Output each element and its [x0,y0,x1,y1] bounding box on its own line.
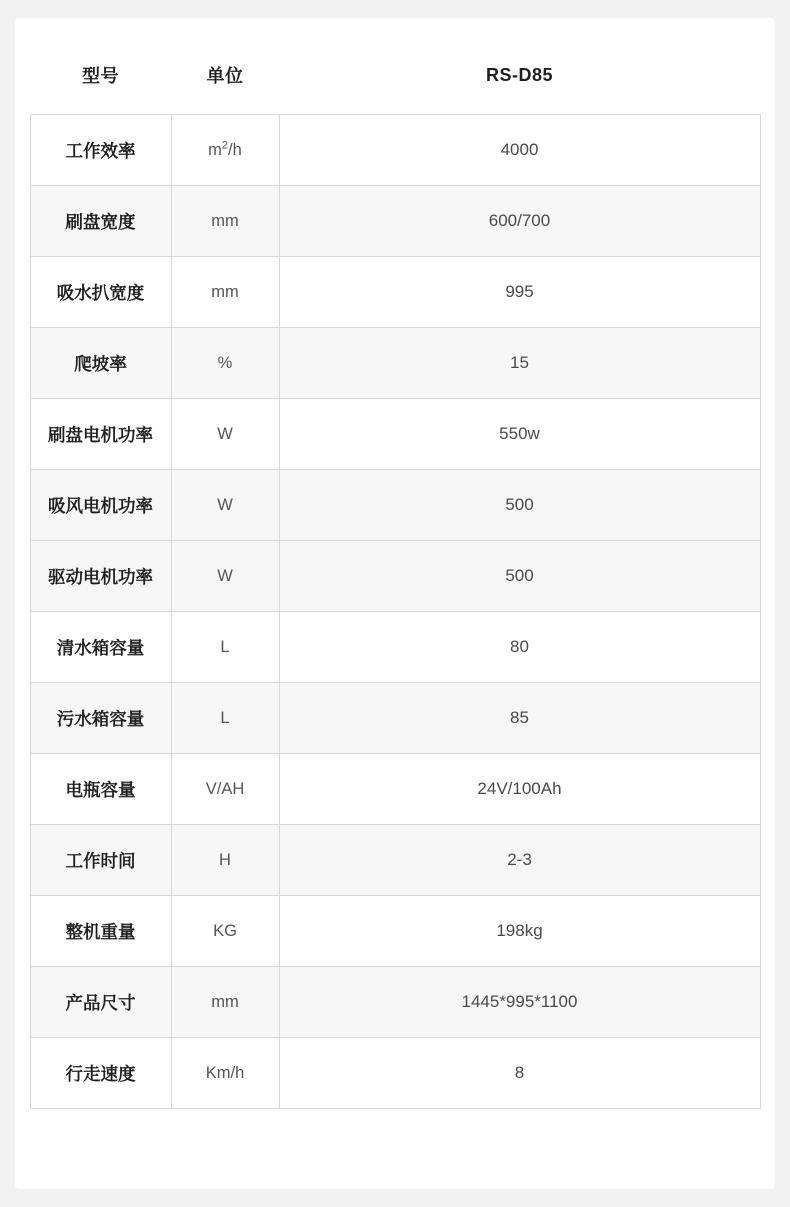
column-header-value: RS-D85 [279,18,760,115]
row-value: 995 [279,257,760,328]
table-header-row [30,18,760,115]
row-label: 刷盘电机功率 [30,399,171,470]
table-row [30,328,760,399]
row-label: 驱动电机功率 [30,541,171,612]
row-value: 550w [279,399,760,470]
row-label: 工作效率 [30,115,171,186]
row-label: 吸风电机功率 [30,470,171,541]
table-row [30,470,760,541]
row-unit: $m^2/h$ [171,115,279,186]
row-value: 8 [279,1038,760,1109]
row-label: 污水箱容量 [30,683,171,754]
table-row [30,612,760,683]
row-unit: mm [171,257,279,328]
row-value: 198kg [279,896,760,967]
table-body [30,115,760,1109]
row-label: 清水箱容量 [30,612,171,683]
spec-card [15,18,775,1189]
row-value: 500 [279,470,760,541]
table-row [30,896,760,967]
row-unit: % [171,328,279,399]
table-row [30,399,760,470]
row-value: 2-3 [279,825,760,896]
table-row [30,754,760,825]
column-header-model: 型号 [30,18,171,115]
table-head [30,18,760,115]
row-label: 行走速度 [30,1038,171,1109]
row-unit: mm [171,967,279,1038]
row-value: 80 [279,612,760,683]
row-label: 整机重量 [30,896,171,967]
row-label: 吸水扒宽度 [30,257,171,328]
row-value: 4000 [279,115,760,186]
table-row [30,115,760,186]
row-value: 600/700 [279,186,760,257]
table-row [30,186,760,257]
table-row [30,825,760,896]
row-value: 24V/100Ah [279,754,760,825]
table-row [30,967,760,1038]
row-unit: W [171,399,279,470]
row-value: 1445*995*1100 [279,967,760,1038]
row-unit: L [171,612,279,683]
table-row [30,683,760,754]
row-unit: L [171,683,279,754]
row-value: 15 [279,328,760,399]
row-label: 产品尺寸 [30,967,171,1038]
row-unit: V/AH [171,754,279,825]
row-unit: W [171,541,279,612]
row-value: 500 [279,541,760,612]
row-unit: W [171,470,279,541]
row-label: 电瓶容量 [30,754,171,825]
table-row [30,257,760,328]
row-value: 85 [279,683,760,754]
table-row [30,541,760,612]
row-label: 工作时间 [30,825,171,896]
row-unit: KG [171,896,279,967]
row-label: 刷盘宽度 [30,186,171,257]
row-label: 爬坡率 [30,328,171,399]
specification-table [30,18,761,1109]
row-unit: H [171,825,279,896]
row-unit: Km/h [171,1038,279,1109]
column-header-unit: 单位 [171,18,279,115]
table-row [30,1038,760,1109]
row-unit: mm [171,186,279,257]
